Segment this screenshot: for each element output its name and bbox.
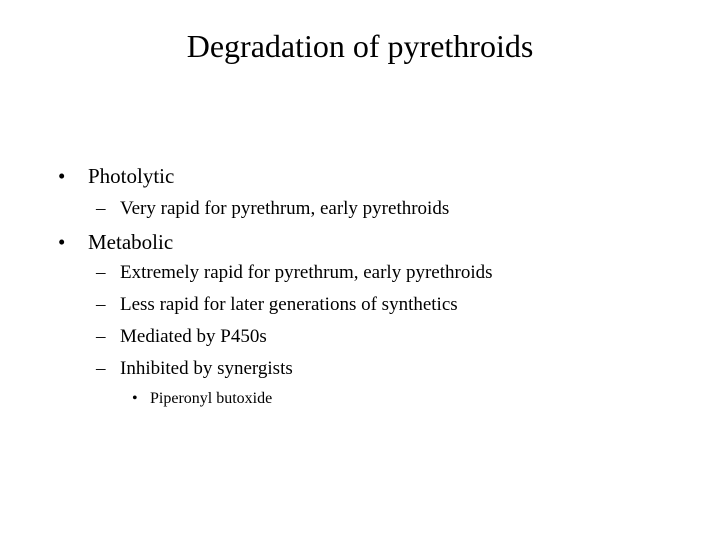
sub-bullet-very-rapid xyxy=(96,198,449,220)
bullet-marker: • xyxy=(58,230,66,254)
bullet-photolytic xyxy=(58,164,174,188)
sub-bullet-extremely-rapid xyxy=(96,262,493,284)
dash-marker: – xyxy=(96,358,106,379)
dash-marker: – xyxy=(96,326,106,347)
sub-sub-bullet-piperonyl xyxy=(132,389,272,409)
sub-bullet-inhibited xyxy=(96,358,293,380)
bullet-text: Metabolic xyxy=(88,230,174,254)
slide-title: Degradation of pyrethroids xyxy=(186,28,534,64)
bullet-metabolic xyxy=(58,230,173,254)
sub-bullet-less-rapid xyxy=(96,294,458,316)
dash-marker: – xyxy=(96,294,106,315)
sub-bullet-text: Extremely rapid for pyrethrum, early pyrethroids xyxy=(120,262,493,283)
dash-marker: – xyxy=(96,198,106,219)
sub-bullet-text: Less rapid for later generations of synthetics xyxy=(120,294,458,315)
sub-bullet-text: Very rapid for pyrethrum, early pyrethroids xyxy=(120,198,450,219)
bullet-marker: • xyxy=(58,164,66,188)
sub-sub-bullet-text: Piperonyl butoxide xyxy=(150,390,273,407)
sub-bullet-text: Inhibited by synergists xyxy=(120,358,293,379)
sub-bullet-mediated xyxy=(96,326,267,348)
sub-bullet-text: Mediated by P450s xyxy=(120,326,267,347)
bullet-marker: • xyxy=(132,390,138,407)
bullet-text: Photolytic xyxy=(88,164,175,188)
dash-marker: – xyxy=(96,262,106,283)
